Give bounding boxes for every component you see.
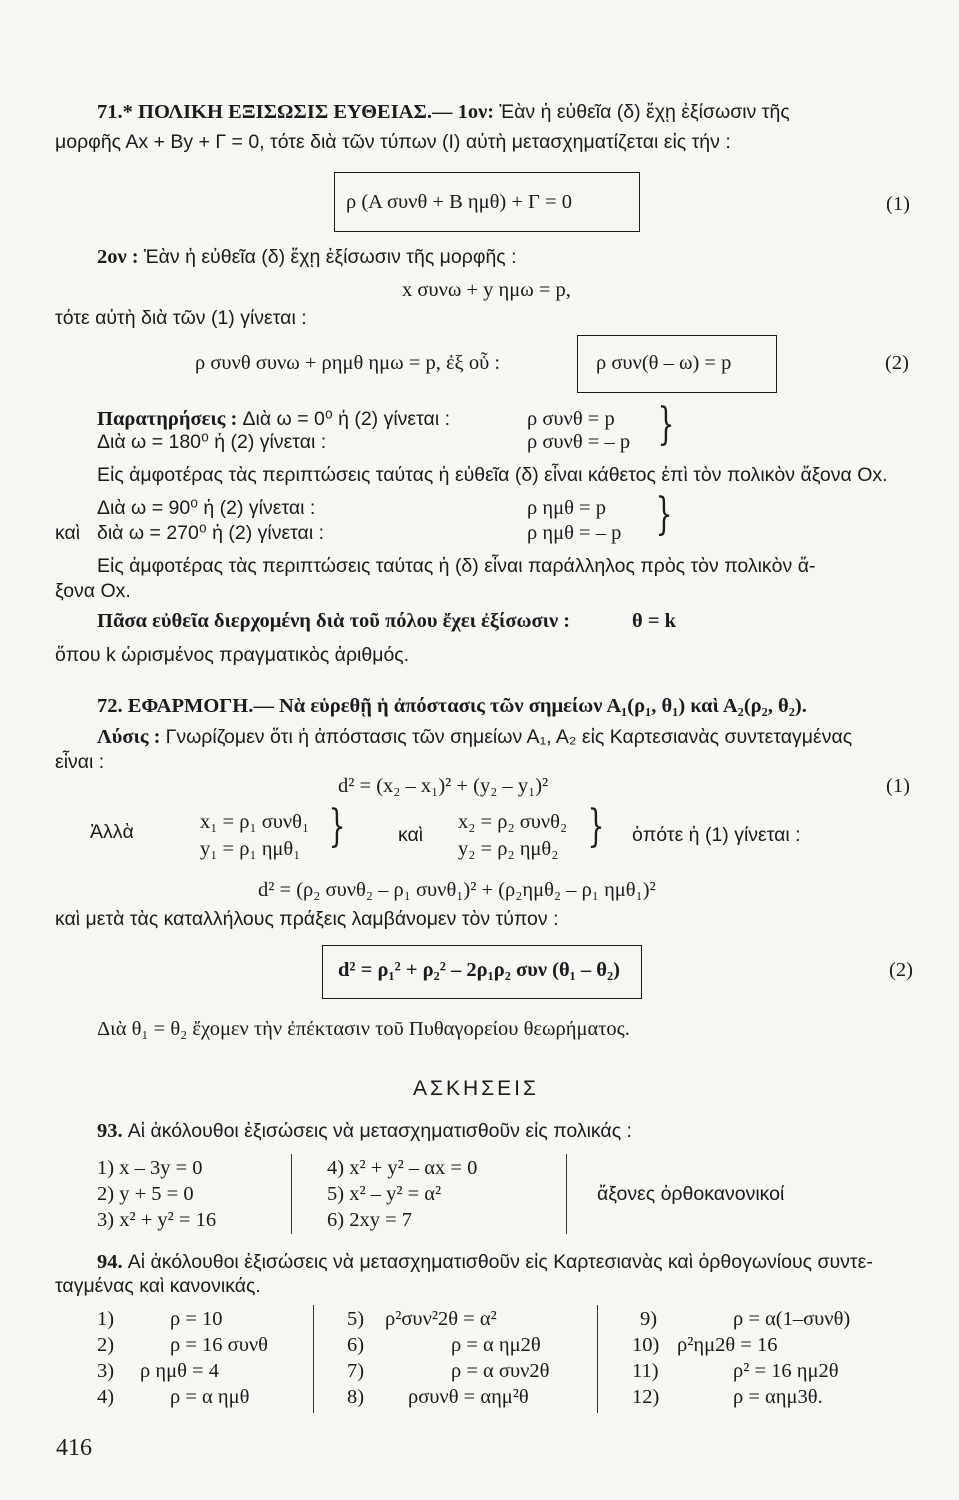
ex94-eq: ρ²ημ2θ = 16 bbox=[677, 1334, 778, 1356]
ex94-eq: ρ²συν²2θ = α² bbox=[385, 1308, 497, 1330]
observation-3-eq: ρ ημθ = p bbox=[527, 497, 606, 519]
brace-right-2: } bbox=[655, 489, 673, 540]
alla-label: Ἀλλὰ bbox=[90, 821, 134, 843]
exercises-title: ΑΣΚΗΣΕΙΣ bbox=[413, 1077, 539, 1100]
column-divider bbox=[566, 1154, 567, 1234]
page-number: 416 bbox=[56, 1435, 92, 1461]
formula-2: ρ συν(θ – ω) = p bbox=[596, 352, 732, 374]
exercise-94-text: 94. Αἱ ἀκόλουθοι ἐξισώσεις νὰ μετασχηματισθοῦν εἰς Καρτεσιανὰς καὶ ὀρθογωνίους συντε- bbox=[97, 1251, 873, 1273]
case-2-line: 2ον : Ἐὰν ἡ εὐθεῖα (δ) ἔχῃ ἐξίσωσιν τῆς μορφῆς : bbox=[97, 246, 517, 268]
ex94-num: 12) bbox=[632, 1386, 660, 1408]
ex94-eq: ρ = 10 bbox=[170, 1308, 223, 1330]
ex94-num: 11) bbox=[632, 1360, 659, 1382]
observation-2: Διὰ ω = 180⁰ ἡ (2) γίνεται : bbox=[97, 431, 327, 453]
case-2-then: τότε αὐτὴ διὰ τῶν (1) γίνεται : bbox=[55, 307, 307, 329]
distance-formula: d² = (x₂ – x₁)² + (y₂ – y₁)² bbox=[338, 775, 549, 797]
column-divider bbox=[597, 1305, 598, 1413]
ex94-eq: ρ = α(1–συνθ) bbox=[733, 1308, 851, 1330]
ex94-num: 10) bbox=[632, 1334, 660, 1356]
solution-line: Λύσις : Γνωρίζομεν ὅτι ἡ ἀπόστασις τῶν σημείων Α₁, Α₂ εἰς Καρτεσιανὰς συντεταγμένας bbox=[97, 726, 853, 748]
ex94-num: 9) bbox=[640, 1308, 658, 1330]
ex94-num: 3) bbox=[97, 1360, 115, 1382]
observation-conclusion-2a: Εἰς ἀμφοτέρας τὰς περιπτώσεις ταύτας ἡ (δ) εἶναι παράλληλος πρὸς τὸν πολικὸν ἄ- bbox=[97, 555, 816, 577]
observation-4: διὰ ω = 270⁰ ἡ (2) γίνεται : bbox=[97, 522, 325, 544]
ex93-item: 1) x – 3y = 0 bbox=[97, 1157, 203, 1179]
formula-2-number: (2) bbox=[885, 352, 909, 374]
formula-1: ρ (Α συνθ + Β ημθ) + Γ = 0 bbox=[346, 191, 572, 213]
observation-1: Παρατηρήσεις : Διὰ ω = 0⁰ ἡ (2) γίνεται : bbox=[97, 408, 450, 430]
after-text: καὶ μετὰ τὰς καταλλήλους πράξεις λαμβάνομεν τὸν τύπον : bbox=[55, 908, 559, 930]
ex94-num: 7) bbox=[347, 1360, 365, 1382]
pole-line: Πᾶσα εὐθεῖα διερχομένη διὰ τοῦ πόλου ἔχει ἐξίσωσιν : bbox=[97, 610, 571, 632]
kai-label: καὶ bbox=[398, 824, 424, 846]
brace-right-1: } bbox=[657, 399, 675, 450]
ex94-eq: ρ = α ημ2θ bbox=[451, 1334, 541, 1356]
observation-2-eq: ρ συνθ = – p bbox=[527, 431, 631, 453]
ex94-eq: ρσυνθ = αημ²θ bbox=[408, 1386, 529, 1408]
ex93-item: 6) 2xy = 7 bbox=[327, 1209, 413, 1231]
brace-x1y1: } bbox=[328, 801, 346, 852]
ex94-eq: ρ = αημ3θ. bbox=[733, 1386, 823, 1408]
ex93-item: 5) x² – y² = α² bbox=[327, 1183, 442, 1205]
formula-3-number: (2) bbox=[889, 959, 913, 981]
y2-equation: y₂ = ρ₂ ημθ₂ bbox=[458, 838, 559, 860]
x1-equation: x₁ = ρ₁ συνθ₁ bbox=[200, 811, 310, 833]
exercise-94-text-2: ταγμένας καὶ κανονικάς. bbox=[55, 1275, 261, 1297]
observation-conclusion-1: Εἰς ἀμφοτέρας τὰς περιπτώσεις ταύτας ἡ εὐθεῖα (δ) εἶναι κάθετος ἐπὶ τὸν πολικὸν ἄξονα Οx. bbox=[97, 464, 888, 486]
case-2-result: ρ συνθ συνω + ρημθ ημω = p, ἐξ οὗ : bbox=[195, 352, 501, 374]
case-2-equation: x συνω + y ημω = p, bbox=[402, 279, 571, 301]
formula-1-number: (1) bbox=[886, 193, 910, 215]
ex94-eq: ρ = 16 συνθ bbox=[170, 1334, 268, 1356]
brace-x2y2: } bbox=[587, 801, 605, 852]
section-71-line-2: μορφῆς Αx + Βy + Γ = 0, τότε διὰ τῶν τύπων (Ι) αὐτὴ μετασχηματίζεται εἰς τήν : bbox=[55, 131, 731, 153]
section-71-line-1: 71.* ΠΟΛΙΚΗ ΕΞΙΣΩΣΙΣ ΕΥΘΕΙΑΣ.— 1ον: Ἐὰν ἡ εὐθεῖα (δ) ἔχῃ ἐξίσωσιν τῆς bbox=[97, 101, 790, 123]
pythagoras-line: Διὰ θ₁ = θ₂ ἔχομεν τὴν ἐπέκτασιν τοῦ Πυθαγορείου θεωρήματος. bbox=[97, 1018, 630, 1040]
ex94-eq: ρ ημθ = 4 bbox=[140, 1360, 219, 1382]
ex93-item: 3) x² + y² = 16 bbox=[97, 1209, 217, 1231]
observation-conclusion-2b: ξονα Οx. bbox=[55, 580, 131, 602]
distance-formula-number: (1) bbox=[886, 775, 910, 797]
opote-label: ὁπότε ἡ (1) γίνεται : bbox=[632, 824, 801, 846]
ex93-item: 2) y + 5 = 0 bbox=[97, 1183, 194, 1205]
exercise-93-text: 93. Αἱ ἀκόλουθοι ἐξισώσεις νὰ μετασχηματισθοῦν εἰς πολικάς : bbox=[97, 1120, 632, 1142]
x2-equation: x₂ = ρ₂ συνθ₂ bbox=[458, 811, 568, 833]
section-71-heading: 71.* ΠΟΛΙΚΗ ΕΞΙΣΩΣΙΣ ΕΥΘΕΙΑΣ.— 1ον: bbox=[97, 101, 495, 123]
ex94-num: 6) bbox=[347, 1334, 365, 1356]
section-72-heading: 72. ΕΦΑΡΜΟΓΗ.— Νὰ εὑρεθῇ ἡ ἀπόστασις τῶν σημείων Α₁(ρ₁, θ₁) καὶ Α₂(ρ₂, θ₂). bbox=[97, 695, 807, 717]
pole-where: ὅπου k ὡρισμένος πραγματικὸς ἀριθμός. bbox=[55, 644, 410, 666]
solution-line-2: εἶναι : bbox=[55, 751, 105, 773]
ex94-num: 1) bbox=[97, 1308, 115, 1330]
formula-3: d² = ρ₁² + ρ₂² – 2ρ₁ρ₂ συν (θ₁ – θ₂) bbox=[338, 959, 620, 981]
observation-4-eq: ρ ημθ = – p bbox=[527, 522, 622, 544]
ex94-num: 5) bbox=[347, 1308, 365, 1330]
expanded-distance: d² = (ρ₂ συνθ₂ – ρ₁ συνθ₁)² + (ρ₂ημθ₂ – ρ₁ ημθ₁)² bbox=[258, 879, 656, 901]
observation-1-eq: ρ συνθ = p bbox=[527, 408, 615, 430]
ex93-item: 4) x² + y² – αx = 0 bbox=[327, 1157, 478, 1179]
ex94-num: 8) bbox=[347, 1386, 365, 1408]
ex94-num: 2) bbox=[97, 1334, 115, 1356]
observation-4-kai: καὶ bbox=[55, 522, 81, 544]
ex94-eq: ρ = α συν2θ bbox=[451, 1360, 550, 1382]
y1-equation: y₁ = ρ₁ ημθ₁ bbox=[200, 838, 301, 860]
column-divider bbox=[291, 1154, 292, 1234]
pole-equation: θ = k bbox=[632, 610, 677, 632]
observation-3: Διὰ ω = 90⁰ ἡ (2) γίνεται : bbox=[97, 497, 316, 519]
ex93-note: ἄξονες ὀρθοκανονικοί bbox=[597, 1183, 785, 1205]
ex94-eq: ρ² = 16 ημ2θ bbox=[733, 1360, 839, 1382]
column-divider bbox=[313, 1305, 314, 1413]
ex94-eq: ρ = α ημθ bbox=[170, 1386, 250, 1408]
ex94-num: 4) bbox=[97, 1386, 115, 1408]
